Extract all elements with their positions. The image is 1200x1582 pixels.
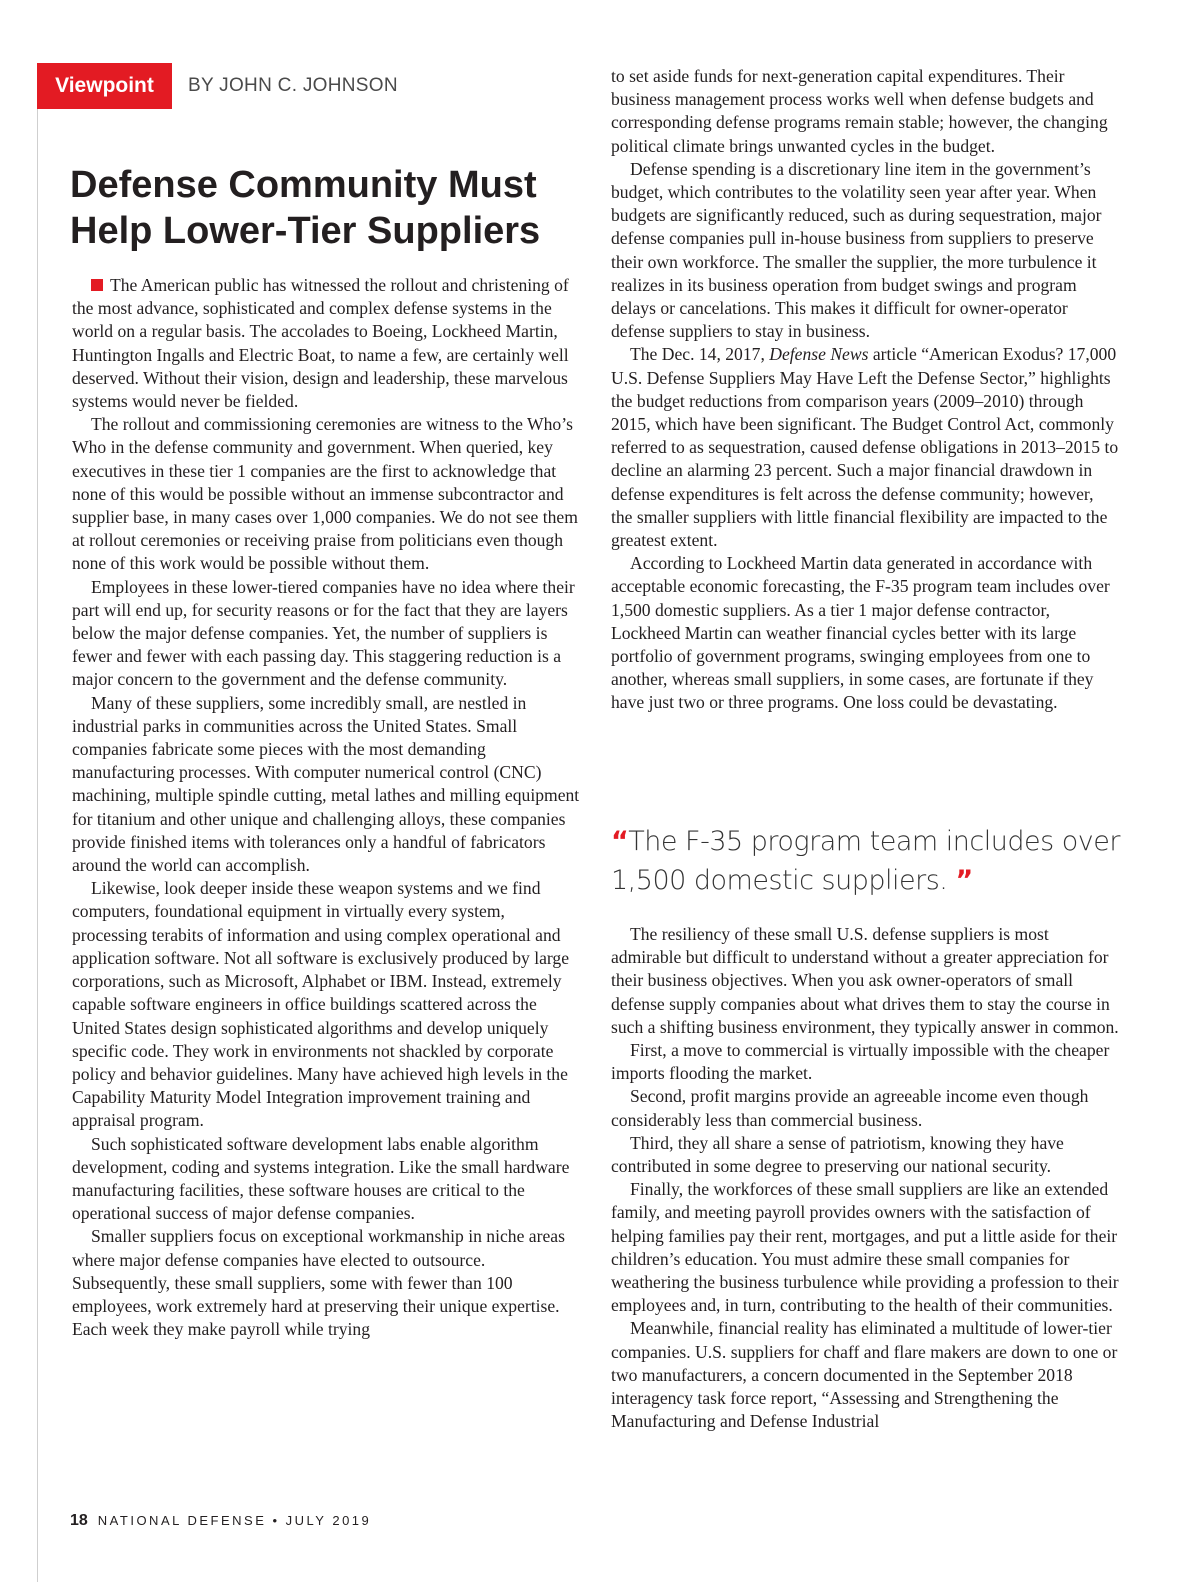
page-number: 18 (70, 1512, 88, 1529)
open-quote-mark: “ (611, 826, 629, 857)
pull-quote-text: The F-35 program team includes over 1,500 domestic suppliers. (611, 826, 1120, 896)
close-quote-mark: ” (955, 865, 973, 896)
right-column-top (611, 65, 1119, 715)
section-tag: Viewpoint (37, 63, 172, 109)
paragraph: to set aside funds for next-generation capital expenditures. Their business management process works well when defense budgets and corresponding defense programs remain stable; however, the changing political climate brings unwanted cycles in the budget. (611, 66, 1108, 156)
left-margin-rule (37, 95, 38, 1582)
paragraph: Finally, the workforces of these small suppliers are like an extended family, and meeting payroll provides owners with the satisfaction of helping families pay their rent, mortgages, and put a little aside for their children’s education. You must admire these small companies for weathering the business turbulence while providing a profession to their employees and, in turn, contributing to the health of their communities. (611, 1179, 1119, 1316)
paragraph (72, 274, 580, 413)
publication-info: NATIONAL DEFENSE • JULY 2019 (97, 1513, 372, 1528)
byline: BY JOHN C. JOHNSON (188, 75, 398, 96)
paragraph (611, 343, 1119, 552)
paragraph: First, a move to commercial is virtually impossible with the cheaper imports flooding the market. (611, 1040, 1110, 1084)
paragraph: Third, they all share a sense of patriotism, knowing they have contributed in some degree to preserving our national security. (611, 1132, 1064, 1177)
paragraph: The rollout and commissioning ceremonies are witness to the Who’s Who in the defense community and government. When queried, key executives in these tier 1 companies are the first to acknowledge that none of this would be possible without an immense subcontractor and supplier base, in many cases over 1,000 companies. We do not see them at rollout ceremonies or receiving praise from politicians even though none of this work would be possible without them. (72, 414, 578, 574)
paragraph: Defense spending is a discretionary line item in the government’s budget, which contributes to the volatility seen year after year. When budgets are significantly reduced, such as during sequestration, major defense companies pull in-house business from suppliers to preserve their own workforce. The smaller the supplier, the more turbulence it realizes in its business operation from budget swings and program delays or cancelations. This makes it difficult for owner-operator defense suppliers to stay in business. (611, 158, 1102, 342)
paragraph: Many of these suppliers, some incredibly small, are nestled in industrial parks in communities across the United States. Small companies fabricate some pieces with the most demanding manufacturing processes. With computer numerical control (CNC) machining, multiple spindle cutting, metal lathes and milling equipment for titanium and other unique and challenging alloys, these companies provide finished items with tolerances only a handful of fabricators around the world can accomplish. (72, 692, 580, 876)
red-square-icon (91, 279, 103, 291)
paragraph: Employees in these lower-tiered companies have no idea where their part will end up, for security reasons or for the fact that they are layers below the major defense companies. Yet, the number of suppliers is fewer and fewer with each passing day. This staggering reduction is a major concern to the government and the defense community. (72, 576, 575, 690)
headline: Defense Community Must Help Lower-Tier Suppliers (70, 164, 541, 252)
paragraph-text: The American public has witnessed the rollout and christening of the most advance, sophisticated and complex defense systems in the world on a regular basis. The accolades to Boeing, Lockheed Martin, Huntington Ingalls and Electric Boat, to name a few, are certainly well deserved. Without their vision, design and leadership, these marvelous systems would never be fielded. (72, 275, 569, 412)
left-column (72, 274, 580, 1341)
paragraph: Likewise, look deeper inside these weapon systems and we find computers, foundational equipment in virtually every system, processing terabits of information and using complex operational and application software. Not all software is exclusively produced by large corporations, such as Microsoft, Alphabet or IBM. Instead, extremely capable software engineers in office buildings scattered across the United States design sophisticated algorithms and develop uniquely specific code. They work in environments not shackled by corporate policy and behavior guidelines. Many have achieved high levels in the Capability Maturity Model Integration improvement training and appraisal program. (72, 878, 570, 1131)
pull-quote (611, 822, 1131, 900)
paragraph: Second, profit margins provide an agreeable income even though considerably less than commercial business. (611, 1086, 1089, 1130)
right-column-bottom (611, 923, 1119, 1433)
paragraph: Such sophisticated software development labs enable algorithm development, coding and systems integration. Like the small hardware manufacturing facilities, these software houses are critical to the operational success of major defense companies. (72, 1133, 570, 1224)
paragraph: Smaller suppliers focus on exceptional workmanship in niche areas where major defense companies have elected to outsource. Subsequently, these small suppliers, some with fewer than 100 employees, work extremely hard at preserving their unique expertise. Each week they make payroll while trying (72, 1226, 565, 1340)
page-footer (70, 1512, 371, 1530)
paragraph: Meanwhile, financial reality has eliminated a multitude of lower-tier companies. U.S. suppliers for chaff and flare makers are down to one or two manufacturers, a concern documented in the September 2018 interagency task force report, “Assessing and Strengthening the Manufacturing and Defense Industrial (611, 1318, 1118, 1432)
paragraph-text: article “American Exodus? 17,000 U.S. Defense Suppliers May Have Left the Defense Sector,” highlights the budget reductions from comparison years (2009–2010) through 2015, which have been significant. The Budget Control Act, commonly referred to as sequestration, caused defense obligations in 2013–2015 to decline an alarming 23 percent. Such a major financial drawdown in defense expenditures is felt across the defense community; however, the smaller suppliers with little financial flexibility are impacted to the greatest extent. (611, 344, 1119, 551)
publication-name: Defense News (769, 344, 869, 365)
paragraph: The resiliency of these small U.S. defense suppliers is most admirable but difficult to understand without a greater appreciation for their business objectives. When you ask owner-operators of small defense supply companies about what drives them to stay the course in such a shifting business environment, they typically answer in common. (611, 924, 1119, 1037)
paragraph: According to Lockheed Martin data generated in accordance with acceptable economic forecasting, the F-35 program team includes over 1,500 domestic suppliers. As a tier 1 major defense contractor, Lockheed Martin can weather financial cycles better with its large portfolio of government programs, swinging employees from one to another, whereas small suppliers, in some cases, are fortunate if they have just two or three programs. One loss could be devastating. (611, 553, 1110, 713)
paragraph-text: The Dec. 14, 2017, (630, 344, 770, 365)
